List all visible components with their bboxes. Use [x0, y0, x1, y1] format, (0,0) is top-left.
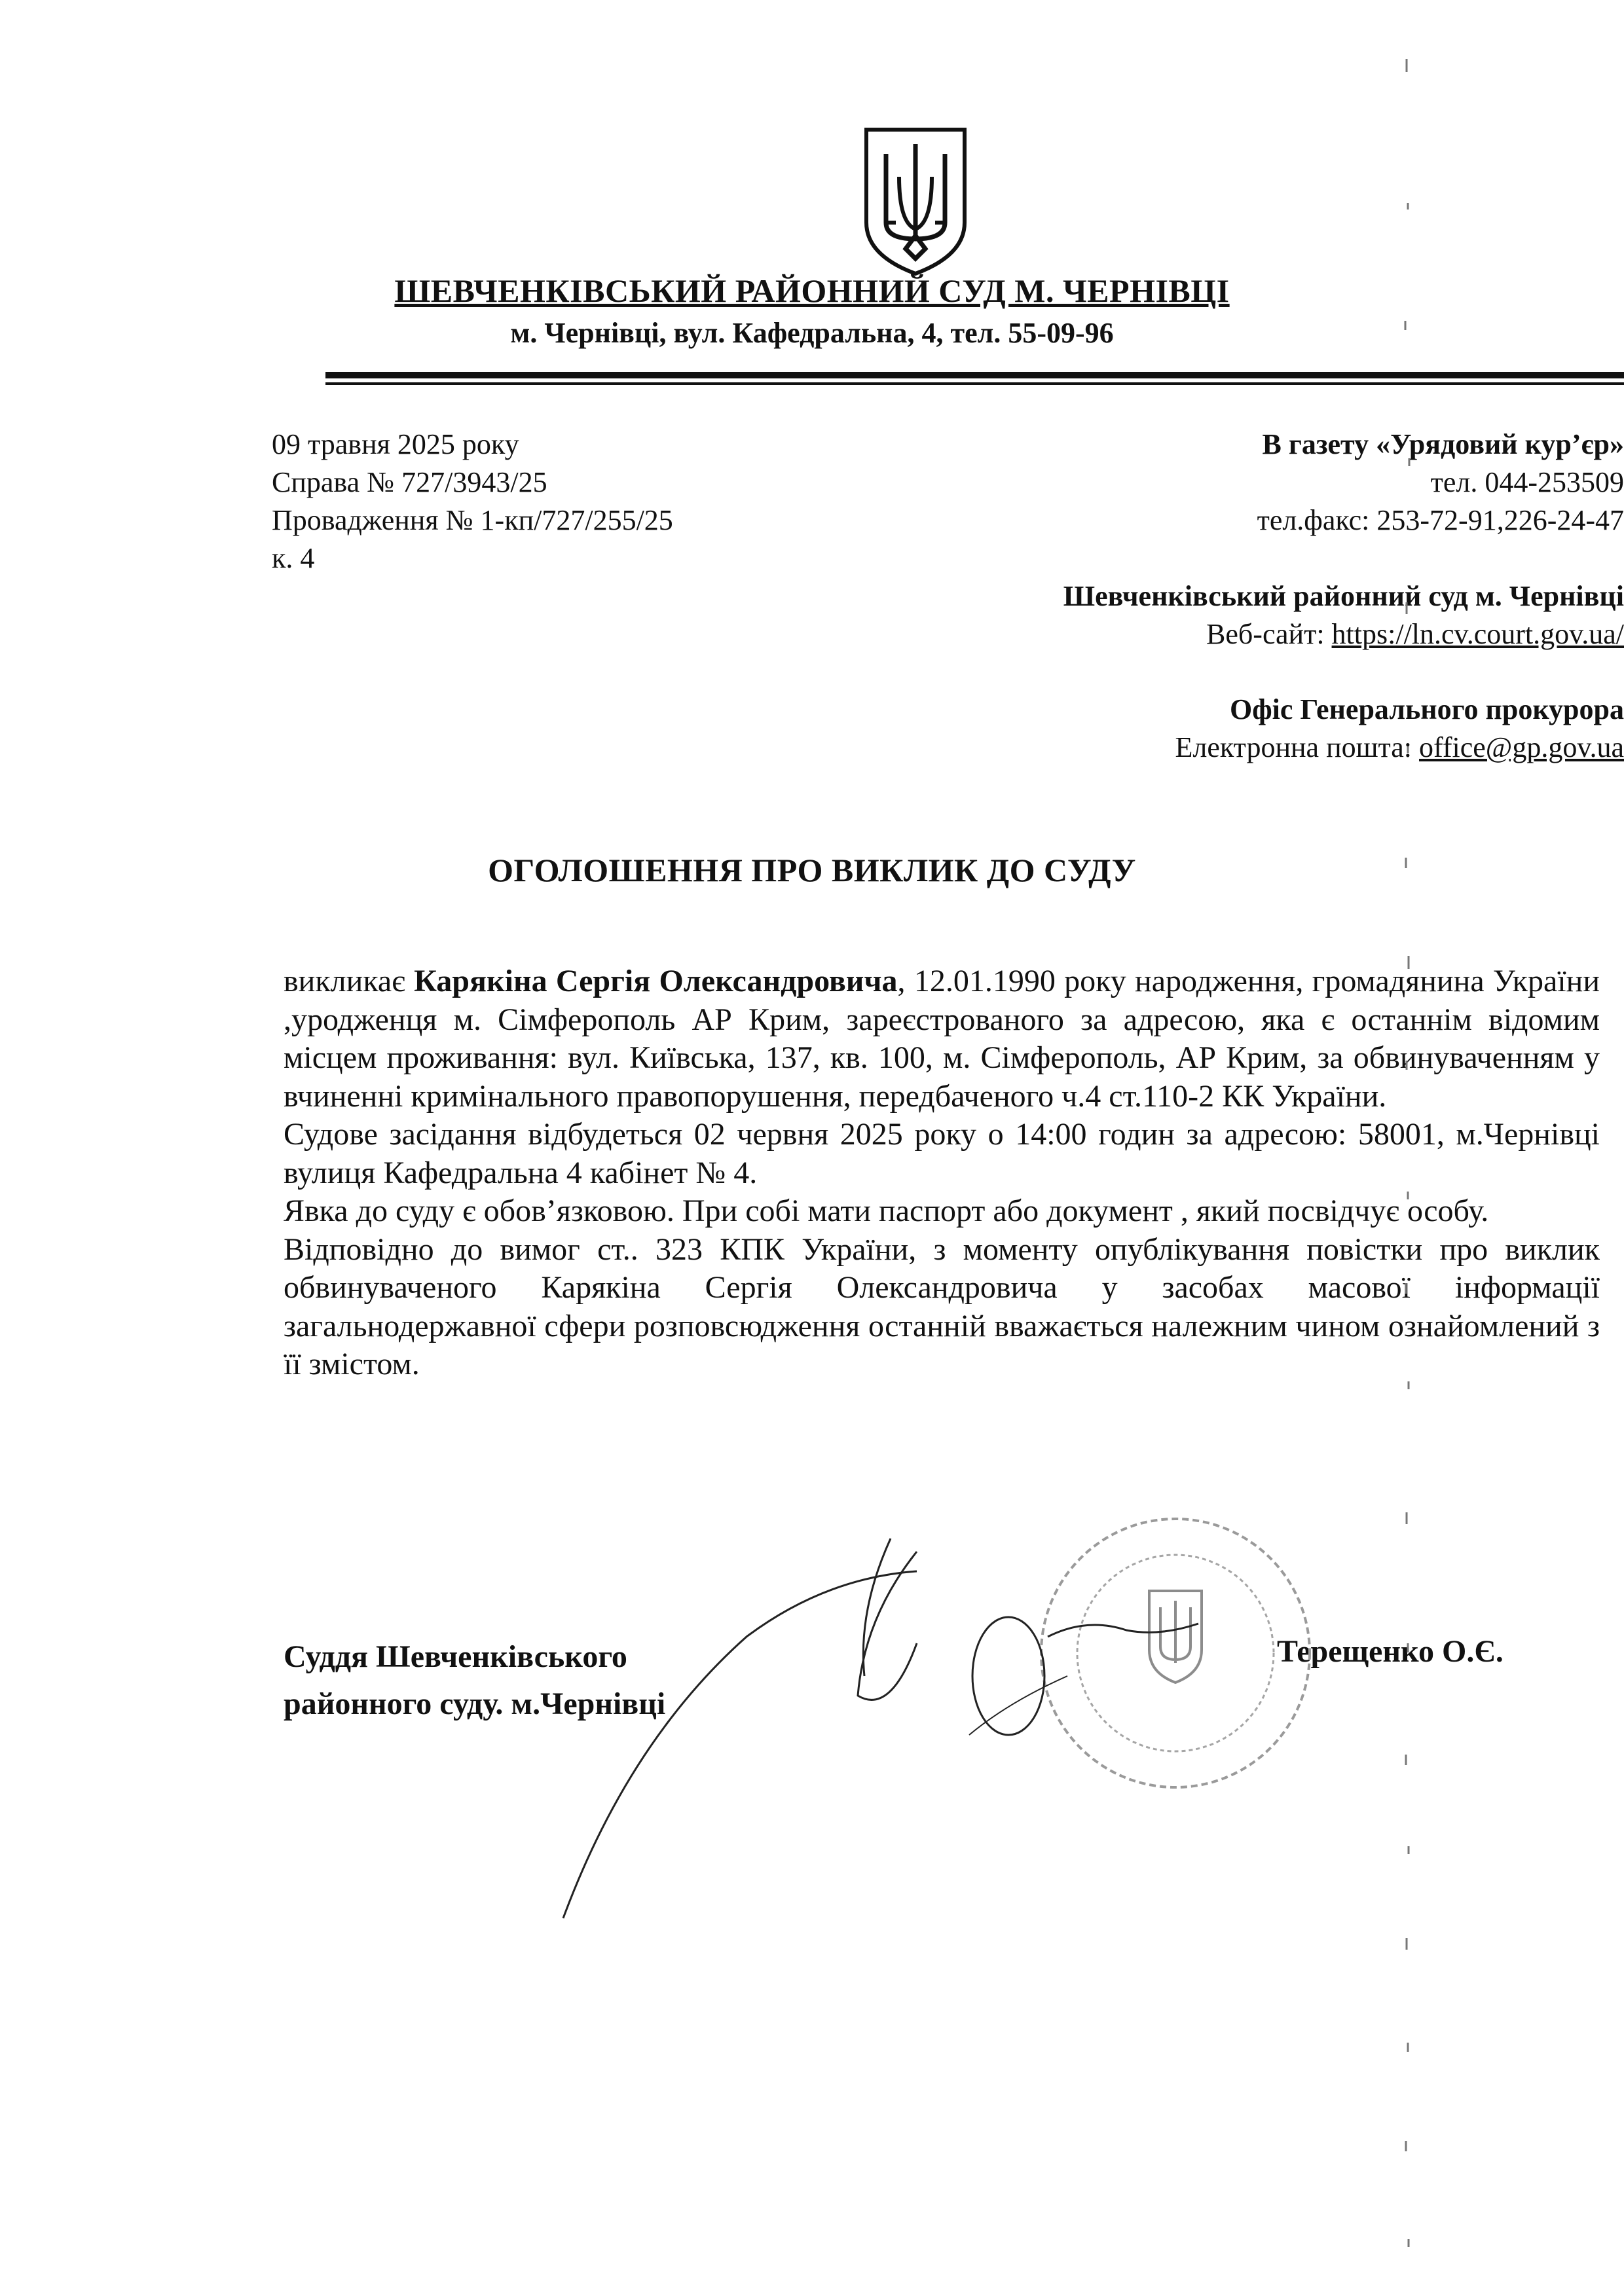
document-title: ОГОЛОШЕННЯ ПРО ВИКЛИК ДО СУДУ — [488, 852, 1136, 888]
document-meta — [272, 426, 673, 577]
room-number: к. 4 — [272, 542, 315, 574]
coat-of-arms-icon — [860, 124, 971, 278]
body-paragraph: Відповідно до вимог ст.. 323 КПК України, з моменту опублікування повістки про виклик обвинуваченого Карякіна Сергія Олександровича у засобах масової інформації загальнодержавної сфери розповсюдження останній вважається належним чином ознайомлений з її змістом. — [284, 1231, 1600, 1381]
court-name: ШЕВЧЕНКІВСЬКИЙ РАЙОННИЙ СУД М. ЧЕРНІВЦІ — [394, 272, 1230, 309]
header-divider-thin — [325, 382, 1624, 385]
body-text: , 12.01.1990 року народження, громадянина України ,уродженця м. Сімферополь АР Крим, зареєстрованого за адресою, яка є останнім відомим місцем проживання: вул. Київська, 137, кв. 100, м. Сімферополь, АР Крим, за обвинуваченням у вчиненні кримінального правопорушення, передбаченого ч.4 ст.110-2 КК України. — [284, 964, 1600, 1114]
website-label: Веб-сайт: — [1206, 618, 1332, 650]
recipient-email — [838, 729, 1624, 767]
email-label: Електронна пошта: — [1175, 731, 1420, 763]
body-paragraph: Судове засідання відбудеться 02 червня 2025 року о 14:00 годин за адресою: 58001, м.Чернівці вулиця Кафедральна 4 кабінет № 4. — [284, 1117, 1600, 1190]
defendant-name: Карякіна Сергія Олександровича — [414, 964, 898, 998]
judge-title-line2: районного суду. м.Чернівці — [284, 1686, 666, 1721]
header-divider — [325, 372, 1624, 378]
judge-name: Терещенко О.Є. — [1277, 1634, 1504, 1669]
recipient-name: Офіс Генерального прокурора — [1229, 693, 1624, 725]
judge-title-line1: Суддя Шевченківського — [284, 1639, 627, 1674]
recipient-fax: тел.факс: 253-72-91,226-24-47 — [1257, 504, 1624, 536]
recipient-newspaper — [838, 426, 1624, 539]
case-number: Справа № 727/3943/25 — [272, 466, 547, 498]
court-address: м. Чернівці, вул. Кафедральна, 4, тел. 55-09-96 — [510, 317, 1114, 349]
recipient-name: В газету «Урядовий кур’єр» — [1262, 428, 1624, 460]
body-paragraph: Явка до суду є обов’язковою. При собі мати паспорт або документ , який посвідчує особу. — [284, 1194, 1489, 1228]
recipient-phone: тел. 044-253509 — [1430, 466, 1624, 498]
recipient-website — [838, 615, 1624, 653]
scan-margin-marks — [1395, 39, 1421, 2278]
recipient-prosecutor — [838, 691, 1624, 767]
website-link[interactable]: https://ln.cv.court.gov.ua/ — [1331, 618, 1624, 650]
handwritten-signature — [550, 1525, 1270, 1931]
body-text: викликає — [284, 964, 415, 998]
recipient-court — [838, 577, 1624, 653]
proceeding-number: Провадження № 1-кп/727/255/25 — [272, 504, 673, 536]
recipient-name: Шевченківський районний суд м. Чернівці — [1063, 580, 1624, 612]
email-link[interactable]: office@gp.gov.ua — [1419, 731, 1624, 763]
document-date: 09 травня 2025 року — [272, 428, 519, 460]
